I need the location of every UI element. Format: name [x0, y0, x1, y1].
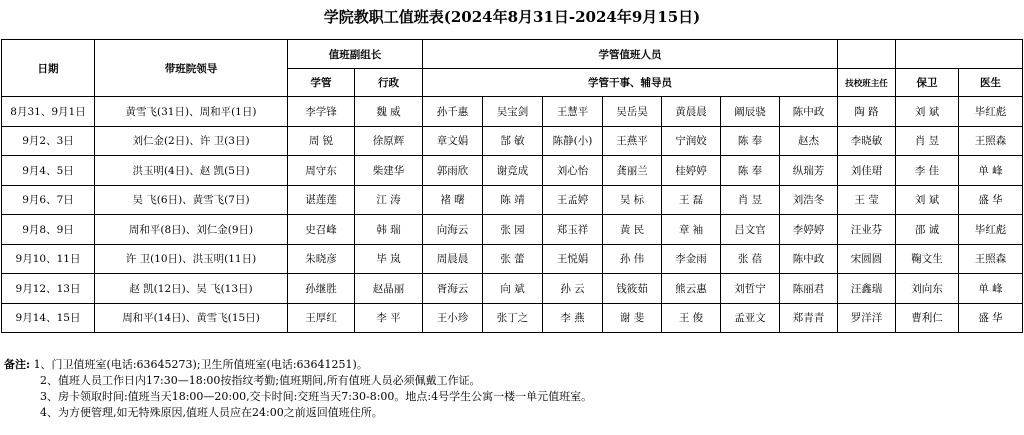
- cell-staff: 孟亚文: [721, 303, 780, 333]
- cell-leader: 吴 飞(6日)、黄雪飞(7日): [95, 185, 288, 215]
- cell-staff: 张丁之: [483, 303, 543, 333]
- cell-staff: 陈静(小): [543, 126, 603, 156]
- cell-staff: 陈 奉: [721, 126, 780, 156]
- duty-table: [1, 39, 1023, 333]
- cell-xingzheng: 毕 岚: [355, 244, 423, 274]
- cell-class-teacher: 陶 路: [838, 97, 896, 127]
- note-line-4: 4、为方便管理,如无特殊原因,值班人员应在24:00之前返回值班住所。: [40, 406, 383, 419]
- table-row: [2, 303, 1023, 333]
- cell-staff: 吴宝剑: [483, 97, 543, 127]
- cell-staff: 钱筱茹: [603, 274, 662, 304]
- cell-staff: 李金雨: [662, 244, 721, 274]
- table-row: [2, 185, 1023, 215]
- cell-staff: 刘浩冬: [780, 185, 838, 215]
- cell-staff: 张 蓓: [721, 244, 780, 274]
- header-leader: 带班院领导: [95, 40, 288, 97]
- cell-security: 邵 诚: [896, 215, 959, 245]
- table-row: [2, 244, 1023, 274]
- cell-xueguan: 李学锋: [288, 97, 355, 127]
- cell-class-teacher: 汪鑫瑞: [838, 274, 896, 304]
- cell-staff: 王 俊: [662, 303, 721, 333]
- cell-xingzheng: 江 涛: [355, 185, 423, 215]
- cell-staff: 纵瑞芳: [780, 156, 838, 186]
- cell-staff: 谢 斐: [603, 303, 662, 333]
- cell-doctor: 毕红彪: [959, 97, 1023, 127]
- table-row: [2, 156, 1023, 186]
- cell-leader: 周和平(14日)、黄雪飞(15日): [95, 303, 288, 333]
- table-header: [2, 40, 1023, 97]
- cell-class-teacher: 罗洋洋: [838, 303, 896, 333]
- cell-date: 9月14、15日: [2, 303, 95, 333]
- cell-staff: 刘哲宁: [721, 274, 780, 304]
- cell-staff: 王孟婷: [543, 185, 603, 215]
- cell-staff: 张 园: [483, 215, 543, 245]
- cell-staff: 李婷婷: [780, 215, 838, 245]
- cell-staff: 郑青青: [780, 303, 838, 333]
- cell-leader: 赵 凯(12日)、吴 飞(13日): [95, 274, 288, 304]
- cell-staff: 王悦娟: [543, 244, 603, 274]
- cell-security: 刘向东: [896, 274, 959, 304]
- cell-class-teacher: 宋圆圆: [838, 244, 896, 274]
- cell-xueguan: 孙继胜: [288, 274, 355, 304]
- table-row: [2, 274, 1023, 304]
- cell-xingzheng: 魏 威: [355, 97, 423, 127]
- cell-xueguan: 周 锐: [288, 126, 355, 156]
- cell-date: 9月2、3日: [2, 126, 95, 156]
- cell-security: 刘 斌: [896, 185, 959, 215]
- cell-staff: 刘心怡: [543, 156, 603, 186]
- cell-doctor: 毕红彪: [959, 215, 1023, 245]
- cell-staff: 王小珍: [423, 303, 483, 333]
- cell-staff: 阚辰骁: [721, 97, 780, 127]
- header-class-teacher: 技校班主任: [838, 69, 896, 97]
- cell-doctor: 盛 华: [959, 185, 1023, 215]
- header-doctor: 医生: [959, 69, 1023, 97]
- cell-staff: 黄晨晨: [662, 97, 721, 127]
- cell-security: 李 佳: [896, 156, 959, 186]
- cell-staff: 李 燕: [543, 303, 603, 333]
- cell-staff: 褚 曙: [423, 185, 483, 215]
- cell-staff: 孙 云: [543, 274, 603, 304]
- cell-security: 刘 斌: [896, 97, 959, 127]
- cell-staff: 龚丽兰: [603, 156, 662, 186]
- cell-doctor: 盛 华: [959, 303, 1023, 333]
- cell-staff: 王慧平: [543, 97, 603, 127]
- cell-staff: 黄 民: [603, 215, 662, 245]
- cell-staff: 陈中政: [780, 97, 838, 127]
- cell-class-teacher: 王 莹: [838, 185, 896, 215]
- table-row: [2, 126, 1023, 156]
- cell-xingzheng: 柴建华: [355, 156, 423, 186]
- cell-class-teacher: 李晓敏: [838, 126, 896, 156]
- cell-leader: 刘仁金(2日)、许 卫(3日): [95, 126, 288, 156]
- cell-staff: 周晨晨: [423, 244, 483, 274]
- cell-doctor: 单 峰: [959, 156, 1023, 186]
- cell-date: 8月31、9月1日: [2, 97, 95, 127]
- cell-staff: 向海云: [423, 215, 483, 245]
- cell-staff: 陈 靖: [483, 185, 543, 215]
- cell-staff: 肖 昱: [721, 185, 780, 215]
- cell-staff: 吴岳昊: [603, 97, 662, 127]
- cell-staff: 章 袖: [662, 215, 721, 245]
- cell-class-teacher: 汪业芬: [838, 215, 896, 245]
- cell-staff: 桂婷婷: [662, 156, 721, 186]
- cell-xingzheng: 徐原辉: [355, 126, 423, 156]
- note-text: 1、门卫值班室(电话:63645273);卫生所值班室(电话:63641251)。: [33, 358, 368, 371]
- cell-staff: 吕文官: [721, 215, 780, 245]
- cell-staff: 陈 奉: [721, 156, 780, 186]
- cell-staff: 王 磊: [662, 185, 721, 215]
- cell-xueguan: 谌莲莲: [288, 185, 355, 215]
- header-date: 日期: [2, 40, 95, 97]
- cell-staff: 王燕平: [603, 126, 662, 156]
- cell-staff: 胥海云: [423, 274, 483, 304]
- cell-date: 9月6、7日: [2, 185, 95, 215]
- header-staff-sub: 学管干事、辅导员: [423, 69, 838, 97]
- header-blank-teacher: [838, 40, 896, 69]
- cell-date: 9月4、5日: [2, 156, 95, 186]
- header-xingzheng: 行政: [355, 69, 423, 97]
- cell-staff: 陈丽君: [780, 274, 838, 304]
- note-line-2: 2、值班人员工作日内17:30—18:00按指纹考勤;值班期间,所有值班人员必须佩戴工作证。: [40, 374, 481, 387]
- cell-security: 曹利仁: [896, 303, 959, 333]
- cell-staff: 郜 敏: [483, 126, 543, 156]
- cell-staff: 章文娟: [423, 126, 483, 156]
- page-title: 学院教职工值班表(2024年8月31日-2024年9月15日): [323, 8, 701, 26]
- table-row: [2, 97, 1023, 127]
- cell-xueguan: 史召峰: [288, 215, 355, 245]
- cell-staff: 郭雨欣: [423, 156, 483, 186]
- cell-doctor: 王照森: [959, 126, 1023, 156]
- cell-xingzheng: 李 平: [355, 303, 423, 333]
- header-deputy-group: 值班副组长: [288, 40, 423, 69]
- table-body: [2, 97, 1023, 333]
- cell-staff: 郑玉祥: [543, 215, 603, 245]
- cell-date: 9月10、11日: [2, 244, 95, 274]
- cell-date: 9月12、13日: [2, 274, 95, 304]
- cell-staff: 吴 标: [603, 185, 662, 215]
- cell-security: 鞠文生: [896, 244, 959, 274]
- cell-staff: 孙 伟: [603, 244, 662, 274]
- cell-staff: 宁润姣: [662, 126, 721, 156]
- cell-leader: 洪玉明(4日)、赵 凯(5日): [95, 156, 288, 186]
- cell-security: 肖 昱: [896, 126, 959, 156]
- cell-date: 9月8、9日: [2, 215, 95, 245]
- cell-staff: 赵杰: [780, 126, 838, 156]
- cell-leader: 周和平(8日)、刘仁金(9日): [95, 215, 288, 245]
- cell-xingzheng: 赵晶丽: [355, 274, 423, 304]
- cell-staff: 向 斌: [483, 274, 543, 304]
- table-row: [2, 215, 1023, 245]
- notes-lead: 备注:: [4, 358, 31, 371]
- header-security: 保卫: [896, 69, 959, 97]
- note-line-3: 3、房卡领取时间:值班当天18:00—20:00,交卡时间:交班当天7:30-8:00。地点:4号学生公寓一楼一单元值班室。: [40, 390, 593, 403]
- header-staff-group: 学管值班人员: [423, 40, 838, 69]
- notes-section: [4, 357, 1020, 421]
- cell-leader: 许 卫(10日)、洪玉明(11日): [95, 244, 288, 274]
- cell-staff: 孙千惠: [423, 97, 483, 127]
- cell-staff: 张 蕾: [483, 244, 543, 274]
- header-xueguan: 学管: [288, 69, 355, 97]
- cell-doctor: 王照森: [959, 244, 1023, 274]
- cell-xueguan: 周守东: [288, 156, 355, 186]
- cell-class-teacher: 刘佳珺: [838, 156, 896, 186]
- cell-xueguan: 王厚红: [288, 303, 355, 333]
- cell-staff: 熊云惠: [662, 274, 721, 304]
- cell-xingzheng: 韩 瑞: [355, 215, 423, 245]
- note-line-1: [4, 357, 1020, 373]
- cell-doctor: 单 峰: [959, 274, 1023, 304]
- cell-xueguan: 朱晓彦: [288, 244, 355, 274]
- header-blank-support: [896, 40, 1023, 69]
- cell-staff: 陈中政: [780, 244, 838, 274]
- cell-staff: 谢竞成: [483, 156, 543, 186]
- cell-leader: 黄雪飞(31日)、周和平(1日): [95, 97, 288, 127]
